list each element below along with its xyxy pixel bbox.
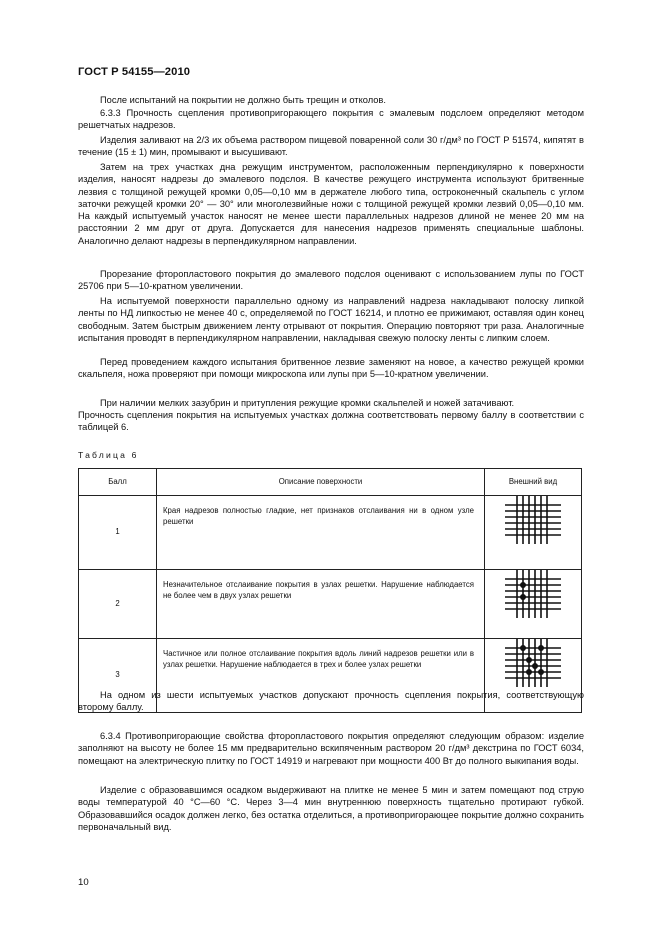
description-cell: Незначительное отслаивание покрытия в узлах решетки. Нарушение наблюдается не более чем в двух узлах решетки bbox=[157, 570, 485, 639]
lattice-grid-intact-icon bbox=[505, 496, 561, 544]
paragraph: Прочность сцепления покрытия на испытуемых участках должна соответствовать первому баллу в соответствии с таблицей 6. bbox=[78, 410, 584, 433]
ball-cell: 1 bbox=[79, 496, 157, 570]
table-header-row bbox=[79, 469, 582, 496]
paragraph: Изделия заливают на 2/3 их объема раствором пищевой поваренной соли 30 г/дм³ по ГОСТ Р 51574, кипятят в течение (15 ± 1) мин, промывают и высушивают. bbox=[78, 135, 584, 158]
table-row bbox=[79, 496, 582, 570]
column-header: Балл bbox=[79, 469, 157, 496]
paragraph: На испытуемой поверхности параллельно одному из направлений надреза накладывают полоску липкой ленты по НД липкостью не менее 40 с, определяемой по ГОСТ 16214, и плотно ее прижимают, оставляя один конец свободным. Затем быстрым движением ленту отрывают от покрытия. Операцию повторяют три раза. Аналогичные испытания проводят в перпендикулярном направлении, накладывая свежую полоску ленты с липким слоем. bbox=[78, 296, 584, 343]
description-cell: Частичное или полное отслаивание покрытия вдоль линий надрезов решетки или в узлах решетки. Нарушение наблюдается в трех и более узлах решетки bbox=[157, 639, 485, 713]
lattice-grid-many-defects-icon bbox=[505, 639, 561, 687]
table-caption: Таблица 6 bbox=[78, 450, 139, 460]
column-header: Описание поверхности bbox=[157, 469, 485, 496]
ball-cell: 3 bbox=[79, 639, 157, 713]
ball-cell: 2 bbox=[79, 570, 157, 639]
paragraph: После испытаний на покрытии не должно быть трещин и отколов. bbox=[100, 95, 386, 105]
section-6-3-3: 6.3.3 Прочность сцепления противопригорающего покрытия с эмалевым подслоем определяют методом решетчатых надрезов. bbox=[78, 108, 584, 131]
paragraph: Затем на трех участках дна режущим инструментом, расположенным перпендикулярно к поверхности изделия, наносят надрезы до эмалевого подслоя. В качестве режущего инструмента используют бритвенные лезвия с толщиной режущей кромки 0,05—0,10 мм в держателе любого типа, остроконечный скальпель с углом заточки режущей кромки 20° — 30° или многолезвийные ножи с толщиной режущей кромки лезвий 0,05—0,10 мм. На каждый испытуемый участок наносят не менее шести параллельных надрезов длиной не менее 20 мм на расстоянии 2 мм друг от друга. Допускается для нанесения надрезов применять специальные шаблоны. Аналогично делают надрезы в перпендикулярном направлении. bbox=[78, 162, 584, 246]
page-number: 10 bbox=[78, 877, 89, 888]
lattice-grid-two-defects-icon bbox=[505, 570, 561, 618]
section-6-3-4: 6.3.4 Противопригорающие свойства фторопластового покрытия определяют следующим образом: изделие заполняют на высоту не более 15 мм предварительно вскипяченным раствором 20 г/дм³ декстрина по ГОСТ 6034, помещают на электрическую плитку по ГОСТ 14919 и нагревают при мощности 400 Вт до полного выкипания воды. bbox=[78, 731, 584, 766]
table-6 bbox=[78, 468, 582, 713]
paragraph: Прорезание фторопластового покрытия до эмалевого подслоя оценивают с использованием лупы по ГОСТ 25706 при 5—10-кратном увеличении. bbox=[78, 269, 584, 292]
column-header: Внешний вид bbox=[485, 469, 582, 496]
document-header: ГОСТ Р 54155—2010 bbox=[78, 66, 191, 78]
appearance-cell bbox=[485, 570, 582, 639]
paragraph: При наличии мелких зазубрин и притупления режущие кромки скальпелей и ножей затачивают. bbox=[100, 398, 515, 408]
paragraph: Изделие с образовавшимся осадком выдерживают на плитке не менее 5 мин и затем помещают под струю воды температурой 40 °С—60 °С. Через 3—4 мин внутреннюю поверхность тщательно протирают губкой. Образовавшийся осадок должен легко, без остатка отделиться, а противопригорающее покрытие должно сохранить первоначальный вид. bbox=[78, 785, 584, 832]
appearance-cell bbox=[485, 496, 582, 570]
table-row bbox=[79, 570, 582, 639]
paragraph: Перед проведением каждого испытания бритвенное лезвие заменяют на новое, а качество режущей кромки скальпеля, ножа проверяют при помощи микроскопа или лупы при 5—10-кратном увеличении. bbox=[78, 357, 584, 380]
paragraph: На одном из шести испытуемых участков допускают прочность сцепления покрытия, соответствующую второму баллу. bbox=[78, 690, 584, 713]
description-cell: Края надрезов полностью гладкие, нет признаков отслаивания ни в одном узле решетки bbox=[157, 496, 485, 570]
